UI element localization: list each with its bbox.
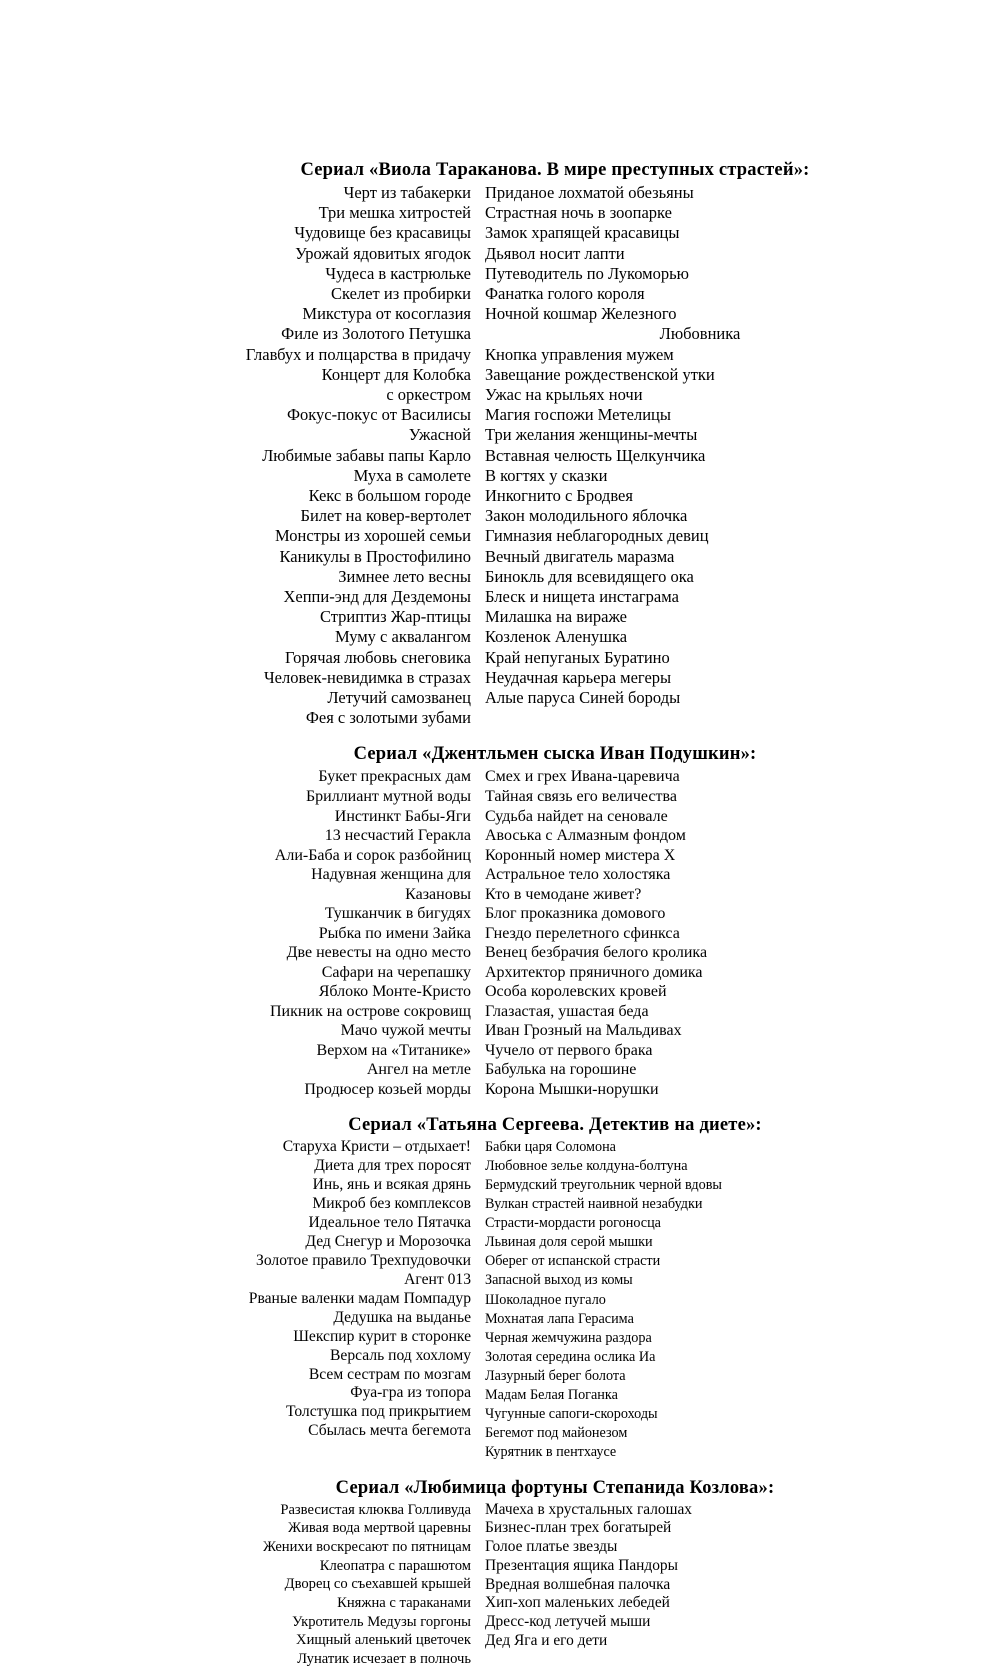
list-item: Бинокль для всевидящего ока xyxy=(485,566,694,586)
list-item: Глазастая, ушастая беда xyxy=(485,1002,649,1020)
list-item: Ужас на крыльях ночи xyxy=(485,385,643,405)
list-item: Букет прекрасных дам xyxy=(318,768,471,786)
section-title: Сериал «Виола Тараканова. В мире преступных страстей»: xyxy=(300,160,810,180)
list-item: 13 несчастий Геракла xyxy=(324,827,471,845)
list-item: Черт из табакерки xyxy=(343,183,471,202)
list-item: Всем сестрам по мозгам xyxy=(308,1365,471,1383)
list-item: Две невесты на одно место xyxy=(286,944,471,962)
list-item: Приданое лохматой обезьяны xyxy=(485,183,694,202)
list-item: Инстинкт Бабы-Яги xyxy=(334,807,471,825)
list-item: Судьба найдет на сеновале xyxy=(485,807,668,825)
list-item: Версаль под хохлому xyxy=(330,1346,471,1364)
list-item: Козленок Аленушка xyxy=(485,627,628,647)
right-column xyxy=(485,183,915,708)
list-item: Микстура от косоглазия xyxy=(302,304,471,324)
list-item: Архитектор пряничного домика xyxy=(485,963,703,981)
list-item: Женихи воскресают по пятницам xyxy=(262,1539,471,1556)
list-item: Али-Баба и сорок разбойниц xyxy=(274,846,471,864)
list-item: Кнопка управления мужем xyxy=(485,344,674,364)
two-column-list xyxy=(195,1501,915,1669)
list-item: Инкогнито с Бродвея xyxy=(485,486,633,506)
list-item: Горячая любовь снеговика xyxy=(285,647,471,667)
list-item: Лазурный берег болота xyxy=(485,1367,626,1384)
list-item: Фокус-покус от Василисы xyxy=(286,405,471,425)
list-item: Страстная ночь в зоопарке xyxy=(485,203,672,223)
list-item: Оберег от испанской страсти xyxy=(485,1253,661,1270)
series-section xyxy=(195,1468,915,1669)
list-item: Алые паруса Синей бороды xyxy=(485,688,681,708)
list-item: Гимназия неблагородных девиц xyxy=(485,526,709,546)
list-item: Корона Мышки-норушки xyxy=(485,1080,659,1098)
list-item: Укротитель Медузы горгоны xyxy=(292,1613,471,1630)
list-item: Княжна с тараканами xyxy=(337,1595,471,1612)
list-item: Концерт для Колобка xyxy=(321,364,471,384)
list-item: Идеальное тело Пятачка xyxy=(308,1214,471,1231)
list-item: Пикник на острове сокровищ xyxy=(269,1002,471,1020)
list-item: Вечный двигатель маразма xyxy=(485,546,675,566)
list-item: Продюсер козьей морды xyxy=(304,1080,471,1098)
list-item: Магия госпожи Метелицы xyxy=(485,405,671,425)
list-item: Чудовище без красавицы xyxy=(294,223,471,243)
list-item: Тайная связь его величества xyxy=(485,788,677,805)
list-item: Дворец со съехавшей крышей xyxy=(284,1576,471,1593)
two-column-list xyxy=(195,1138,915,1462)
list-item: Шоколадное пугало xyxy=(485,1291,606,1308)
series-section xyxy=(195,734,915,1099)
list-item: Замок храпящей красавицы xyxy=(485,223,680,243)
list-item: Страсти-мордасти рогоносца xyxy=(485,1215,661,1232)
list-item: Бермудский треугольник черной вдовы xyxy=(485,1177,722,1194)
list-item: Фуа-гра из топора xyxy=(350,1384,471,1402)
section-title: Сериал «Джентльмен сыска Иван Подушкин»: xyxy=(353,744,757,765)
list-item: Лунатик исчезает в полночь xyxy=(297,1651,471,1668)
list-item: Авоська с Алмазным фондом xyxy=(485,827,686,845)
list-item: Чугунные сапоги-скороходы xyxy=(485,1405,658,1422)
list-item: Венец безбрачия белого кролика xyxy=(485,944,708,962)
list-item: Живая вода мертвой царевны xyxy=(288,1520,471,1537)
list-item: Ангел на метле xyxy=(366,1061,471,1079)
list-item: Путеводитель по Лукоморью xyxy=(485,263,689,283)
list-item: Микроб без комплексов xyxy=(312,1195,471,1213)
series-section xyxy=(195,1105,915,1462)
list-item: Черная жемчужина раздора xyxy=(485,1329,652,1346)
right-column xyxy=(485,767,915,1099)
list-item: Кекс в большом городе xyxy=(308,486,471,506)
right-column xyxy=(485,1138,915,1462)
list-item: Фея с золотыми зубами xyxy=(305,708,471,728)
list-item: Инь, янь и всякая дрянь xyxy=(312,1176,471,1194)
list-item: Львиная доля серой мышки xyxy=(485,1234,653,1251)
list-item: Дьявол носит лапти xyxy=(485,243,625,263)
list-item: В когтях у сказки xyxy=(485,465,608,485)
section-title: Сериал «Любимица фортуны Степанида Козлова»: xyxy=(335,1477,775,1498)
list-item: Филе из Золотого Петушка xyxy=(281,324,471,344)
list-item-continuation: с оркестром xyxy=(386,385,471,405)
list-item: Золотое правило Трехпудовочки xyxy=(256,1251,471,1269)
list-item: Милашка на вираже xyxy=(485,607,627,627)
list-item: Муму с аквалангом xyxy=(334,627,471,647)
list-item: Вредная волшебная палочка xyxy=(485,1575,671,1593)
list-item: Смех и грех Ивана-царевича xyxy=(485,768,680,786)
list-item: Иван Грозный на Мальдивах xyxy=(485,1022,682,1040)
left-column xyxy=(195,183,485,728)
list-item: Хеппи-энд для Дездемоны xyxy=(283,587,471,607)
list-item: Закон молодильного яблочка xyxy=(485,506,688,526)
list-item: Человек-невидимка в стразах xyxy=(263,667,471,687)
list-item: Любовное зелье колдуна-болтуна xyxy=(485,1158,688,1175)
list-item: Развесистая клюква Голливуда xyxy=(280,1501,471,1518)
list-item: Гнездо перелетного сфинкса xyxy=(485,924,680,942)
list-item: Бриллиант мутной воды xyxy=(305,788,471,805)
list-item: Монстры из хорошей семьи xyxy=(274,526,471,546)
list-item: Хип-хоп маленьких лебедей xyxy=(485,1594,670,1612)
list-item: Сбылась мечта бегемота xyxy=(308,1422,471,1440)
list-item: Мохнатая лапа Герасима xyxy=(485,1310,634,1327)
list-item: Курятник в пентхаусе xyxy=(485,1443,617,1460)
list-item: Бабулька на горошине xyxy=(485,1061,637,1079)
list-item: Мачеха в хрустальных галошах xyxy=(485,1500,692,1518)
list-item: Главбух и полцарства в придачу xyxy=(245,344,471,364)
list-item: Шекспир курит в сторонке xyxy=(293,1327,471,1345)
list-item: Верхом на «Титанике» xyxy=(316,1041,471,1059)
list-item-continuation: Казановы xyxy=(405,885,471,903)
left-column xyxy=(195,1138,485,1441)
list-item: Урожай ядовитых ягодок xyxy=(295,243,471,263)
list-item: Блог проказника домового xyxy=(485,905,666,923)
list-item: Особа королевских кровей xyxy=(485,983,667,1001)
list-item: Коронный номер мистера Х xyxy=(485,846,676,864)
section-title: Сериал «Татьяна Сергеева. Детектив на диете»: xyxy=(348,1115,762,1136)
list-item: Муха в самолете xyxy=(353,465,471,485)
list-item: Три желания женщины-мечты xyxy=(485,425,698,445)
list-item: Дедушка на выданье xyxy=(333,1308,471,1326)
list-item: Бабки царя Соломона xyxy=(485,1139,616,1156)
list-item: Запасной выход из комы xyxy=(485,1272,633,1289)
list-item: Неудачная карьера мегеры xyxy=(485,667,672,687)
list-item-continuation: Любовника xyxy=(659,324,741,344)
list-item: Яблоко Монте-Кристо xyxy=(318,983,471,1001)
series-section xyxy=(195,160,915,728)
left-column xyxy=(195,767,485,1099)
list-item: Диета для трех поросят xyxy=(314,1157,471,1175)
list-item: Презентация ящика Пандоры xyxy=(485,1556,678,1574)
list-item: Билет на ковер-вертолет xyxy=(300,506,471,526)
list-item: Вставная челюсть Щелкунчика xyxy=(485,445,706,465)
list-item: Дед Яга и его дети xyxy=(485,1631,608,1649)
list-item: Астральное тело холостяка xyxy=(485,866,671,884)
list-item: Дресс-код летучей мыши xyxy=(485,1613,651,1630)
list-item: Фанатка голого короля xyxy=(485,284,645,304)
list-item: Надувная женщина для xyxy=(311,866,471,884)
list-item: Клеопатра с парашютом xyxy=(319,1557,471,1574)
list-item-continuation: Ужасной xyxy=(408,425,471,445)
list-item: Бегемот под майонезом xyxy=(485,1424,628,1441)
list-item: Три мешка хитростей xyxy=(318,203,471,223)
list-item: Рваные валенки мадам Помпадур xyxy=(248,1289,471,1307)
right-column xyxy=(485,1501,915,1651)
list-item: Старуха Кристи – отдыхает! xyxy=(282,1138,471,1156)
list-item: Завещание рождественской утки xyxy=(485,364,715,384)
list-item: Мачо чужой мечты xyxy=(340,1022,471,1040)
left-column xyxy=(195,1501,485,1669)
list-item: Дед Снегур и Морозочка xyxy=(305,1232,471,1250)
series-lists-container xyxy=(195,160,915,1675)
list-item: Вулкан страстей наивной незабудки xyxy=(485,1196,703,1213)
list-item: Золотая середина ослика Иа xyxy=(485,1348,656,1365)
list-item: Зимнее лето весны xyxy=(338,566,471,586)
list-item: Чудеса в кастрюльке xyxy=(325,263,471,283)
list-item: Летучий самозванец xyxy=(327,688,471,708)
list-item: Бизнес-план трех богатырей xyxy=(485,1519,672,1537)
list-item: Мадам Белая Поганка xyxy=(485,1386,618,1403)
list-item: Сафари на черепашку xyxy=(321,963,471,981)
two-column-list xyxy=(195,767,915,1099)
list-item: Хищный аленький цветочек xyxy=(296,1632,471,1649)
list-item: Скелет из пробирки xyxy=(331,284,471,304)
list-item: Каникулы в Простофилино xyxy=(279,546,471,566)
list-item: Чучело от первого брака xyxy=(485,1041,653,1059)
list-item: Край непуганых Буратино xyxy=(485,647,670,667)
list-item: Рыбка по имени Зайка xyxy=(318,924,471,942)
two-column-list xyxy=(195,183,915,728)
list-item: Любимые забавы папы Карло xyxy=(262,445,471,465)
list-item: Тушканчик в бигудях xyxy=(324,905,471,923)
list-item-continuation: Агент 013 xyxy=(404,1270,471,1288)
list-item: Ночной кошмар Железного xyxy=(485,304,677,324)
list-item: Блеск и нищета инстаграма xyxy=(485,587,679,607)
list-item: Толстушка под прикрытием xyxy=(285,1403,471,1421)
list-item: Кто в чемодане живет? xyxy=(485,885,642,903)
list-item: Голое платье звезды xyxy=(485,1538,618,1556)
list-item: Стриптиз Жар-птицы xyxy=(319,607,471,627)
